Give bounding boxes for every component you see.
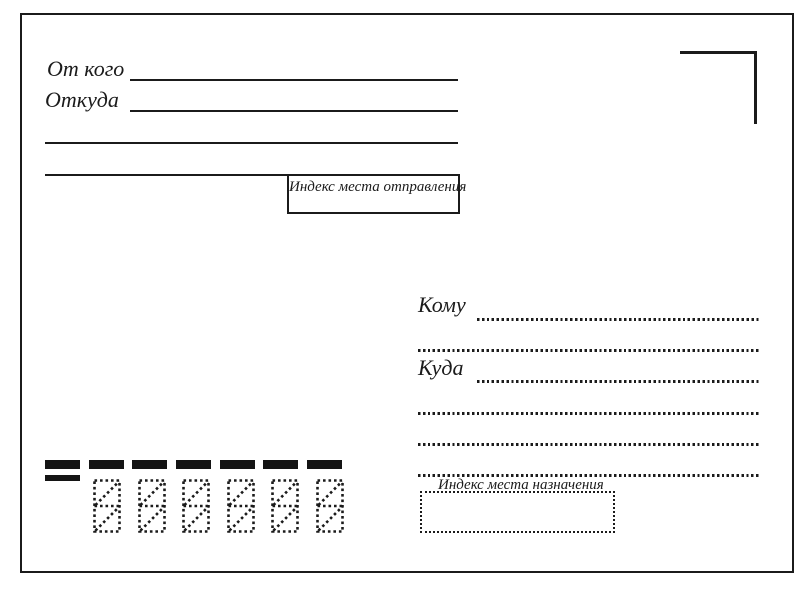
- code-dash: [220, 460, 255, 469]
- to-whom-line[interactable]: [477, 318, 760, 321]
- postal-code-digit-cell[interactable]: [316, 479, 344, 533]
- code-dash-row: [45, 460, 342, 469]
- sender-index-box[interactable]: [287, 174, 467, 214]
- code-dash: [307, 460, 342, 469]
- from-where-label: Откуда: [45, 87, 119, 112]
- code-dash-small: [45, 475, 80, 481]
- postal-code-digit-cell[interactable]: [138, 479, 166, 533]
- postal-code-digit-cell[interactable]: [93, 479, 121, 533]
- destination-index-label: Индекс места назначения: [438, 477, 604, 493]
- code-dash: [176, 460, 211, 469]
- postal-code-stencil-row[interactable]: [93, 479, 344, 533]
- recipient-line-2[interactable]: [418, 412, 760, 415]
- recipient-line-1[interactable]: [418, 349, 760, 352]
- to-where-line[interactable]: [477, 380, 760, 383]
- sender-address-line-1[interactable]: [45, 142, 458, 144]
- to-whom-label: Кому: [418, 292, 466, 317]
- code-dash: [45, 460, 80, 469]
- from-whom-line[interactable]: [130, 79, 458, 81]
- postal-code-digit-cell[interactable]: [271, 479, 299, 533]
- destination-index-box[interactable]: [420, 491, 615, 533]
- from-whom-label: От кого: [47, 56, 125, 81]
- to-where-label: Куда: [418, 355, 464, 380]
- sender-index-label: Индекс места отправления: [289, 179, 467, 195]
- code-dash: [89, 460, 124, 469]
- recipient-line-3[interactable]: [418, 443, 760, 446]
- code-dash: [263, 460, 298, 469]
- code-dash: [132, 460, 167, 469]
- stamp-corner-mark: [680, 51, 757, 124]
- postal-code-digit-cell[interactable]: [182, 479, 210, 533]
- postal-code-digit-cell[interactable]: [227, 479, 255, 533]
- from-where-line[interactable]: [130, 110, 458, 112]
